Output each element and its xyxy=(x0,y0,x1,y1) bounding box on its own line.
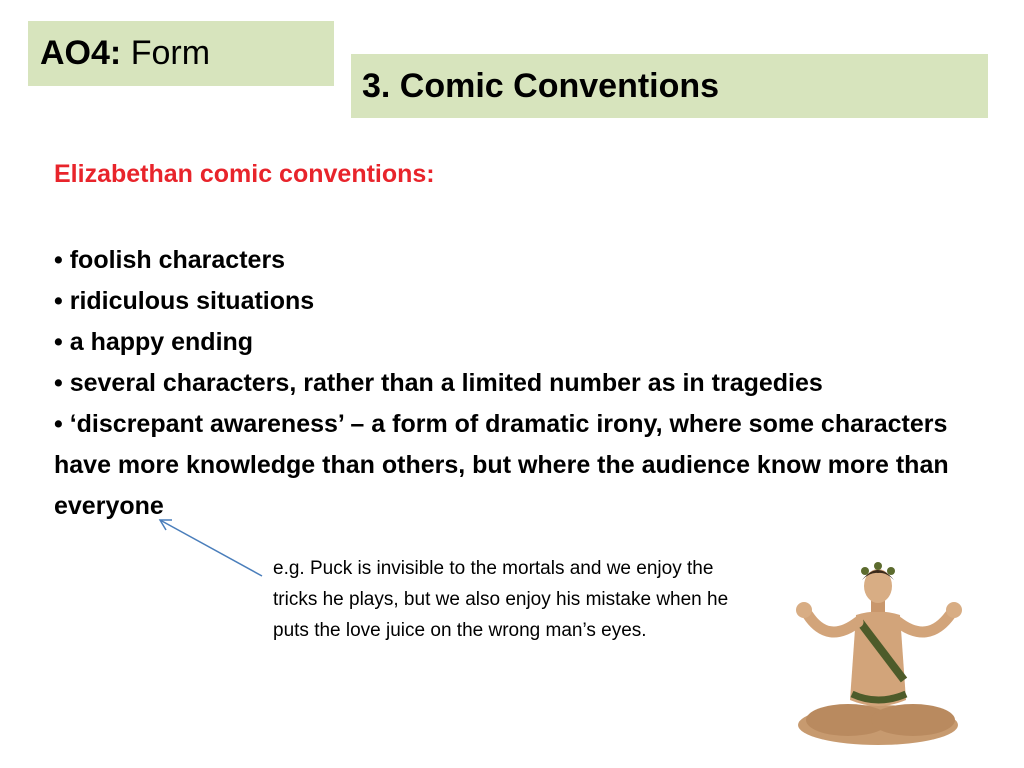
section-title: 3. Comic Conventions xyxy=(362,67,720,105)
bullet-text: a happy ending xyxy=(69,328,254,356)
puck-figure-image xyxy=(778,560,980,752)
bullet-text: several characters, rather than a limited number as in tragedies xyxy=(69,369,823,397)
bullet-item xyxy=(54,363,994,404)
bullet-text: ridiculous situations xyxy=(69,287,315,315)
bullet-symbol: • xyxy=(54,410,63,438)
bullet-item xyxy=(54,322,994,363)
section-title-box xyxy=(351,54,988,118)
bullet-item xyxy=(54,404,994,527)
bullet-symbol: • xyxy=(54,246,63,274)
ao-label: AO4: xyxy=(40,34,122,72)
ao-topic: Form xyxy=(130,34,211,72)
bullet-text: ‘discrepant awareness’ – a form of dramatic irony, where some characters have more knowledge than others, but where the audience know more than everyone xyxy=(54,410,949,520)
bullet-text: foolish characters xyxy=(69,246,286,274)
bullet-list xyxy=(54,240,994,527)
pointer-arrow xyxy=(150,512,270,582)
bullet-symbol: • xyxy=(54,369,63,397)
ao4-header-text xyxy=(40,35,210,71)
subheading: Elizabethan comic conventions: xyxy=(54,160,435,188)
example-note: e.g. Puck is invisible to the mortals and we enjoy the tricks he plays, but we also enjoy his mistake when he puts the love juice on the wrong man’s eyes. xyxy=(273,558,729,641)
bullet-item xyxy=(54,240,994,281)
bullet-symbol: • xyxy=(54,287,63,315)
ao4-header-box xyxy=(28,21,334,86)
bullet-item xyxy=(54,281,994,322)
bullet-symbol: • xyxy=(54,328,63,356)
